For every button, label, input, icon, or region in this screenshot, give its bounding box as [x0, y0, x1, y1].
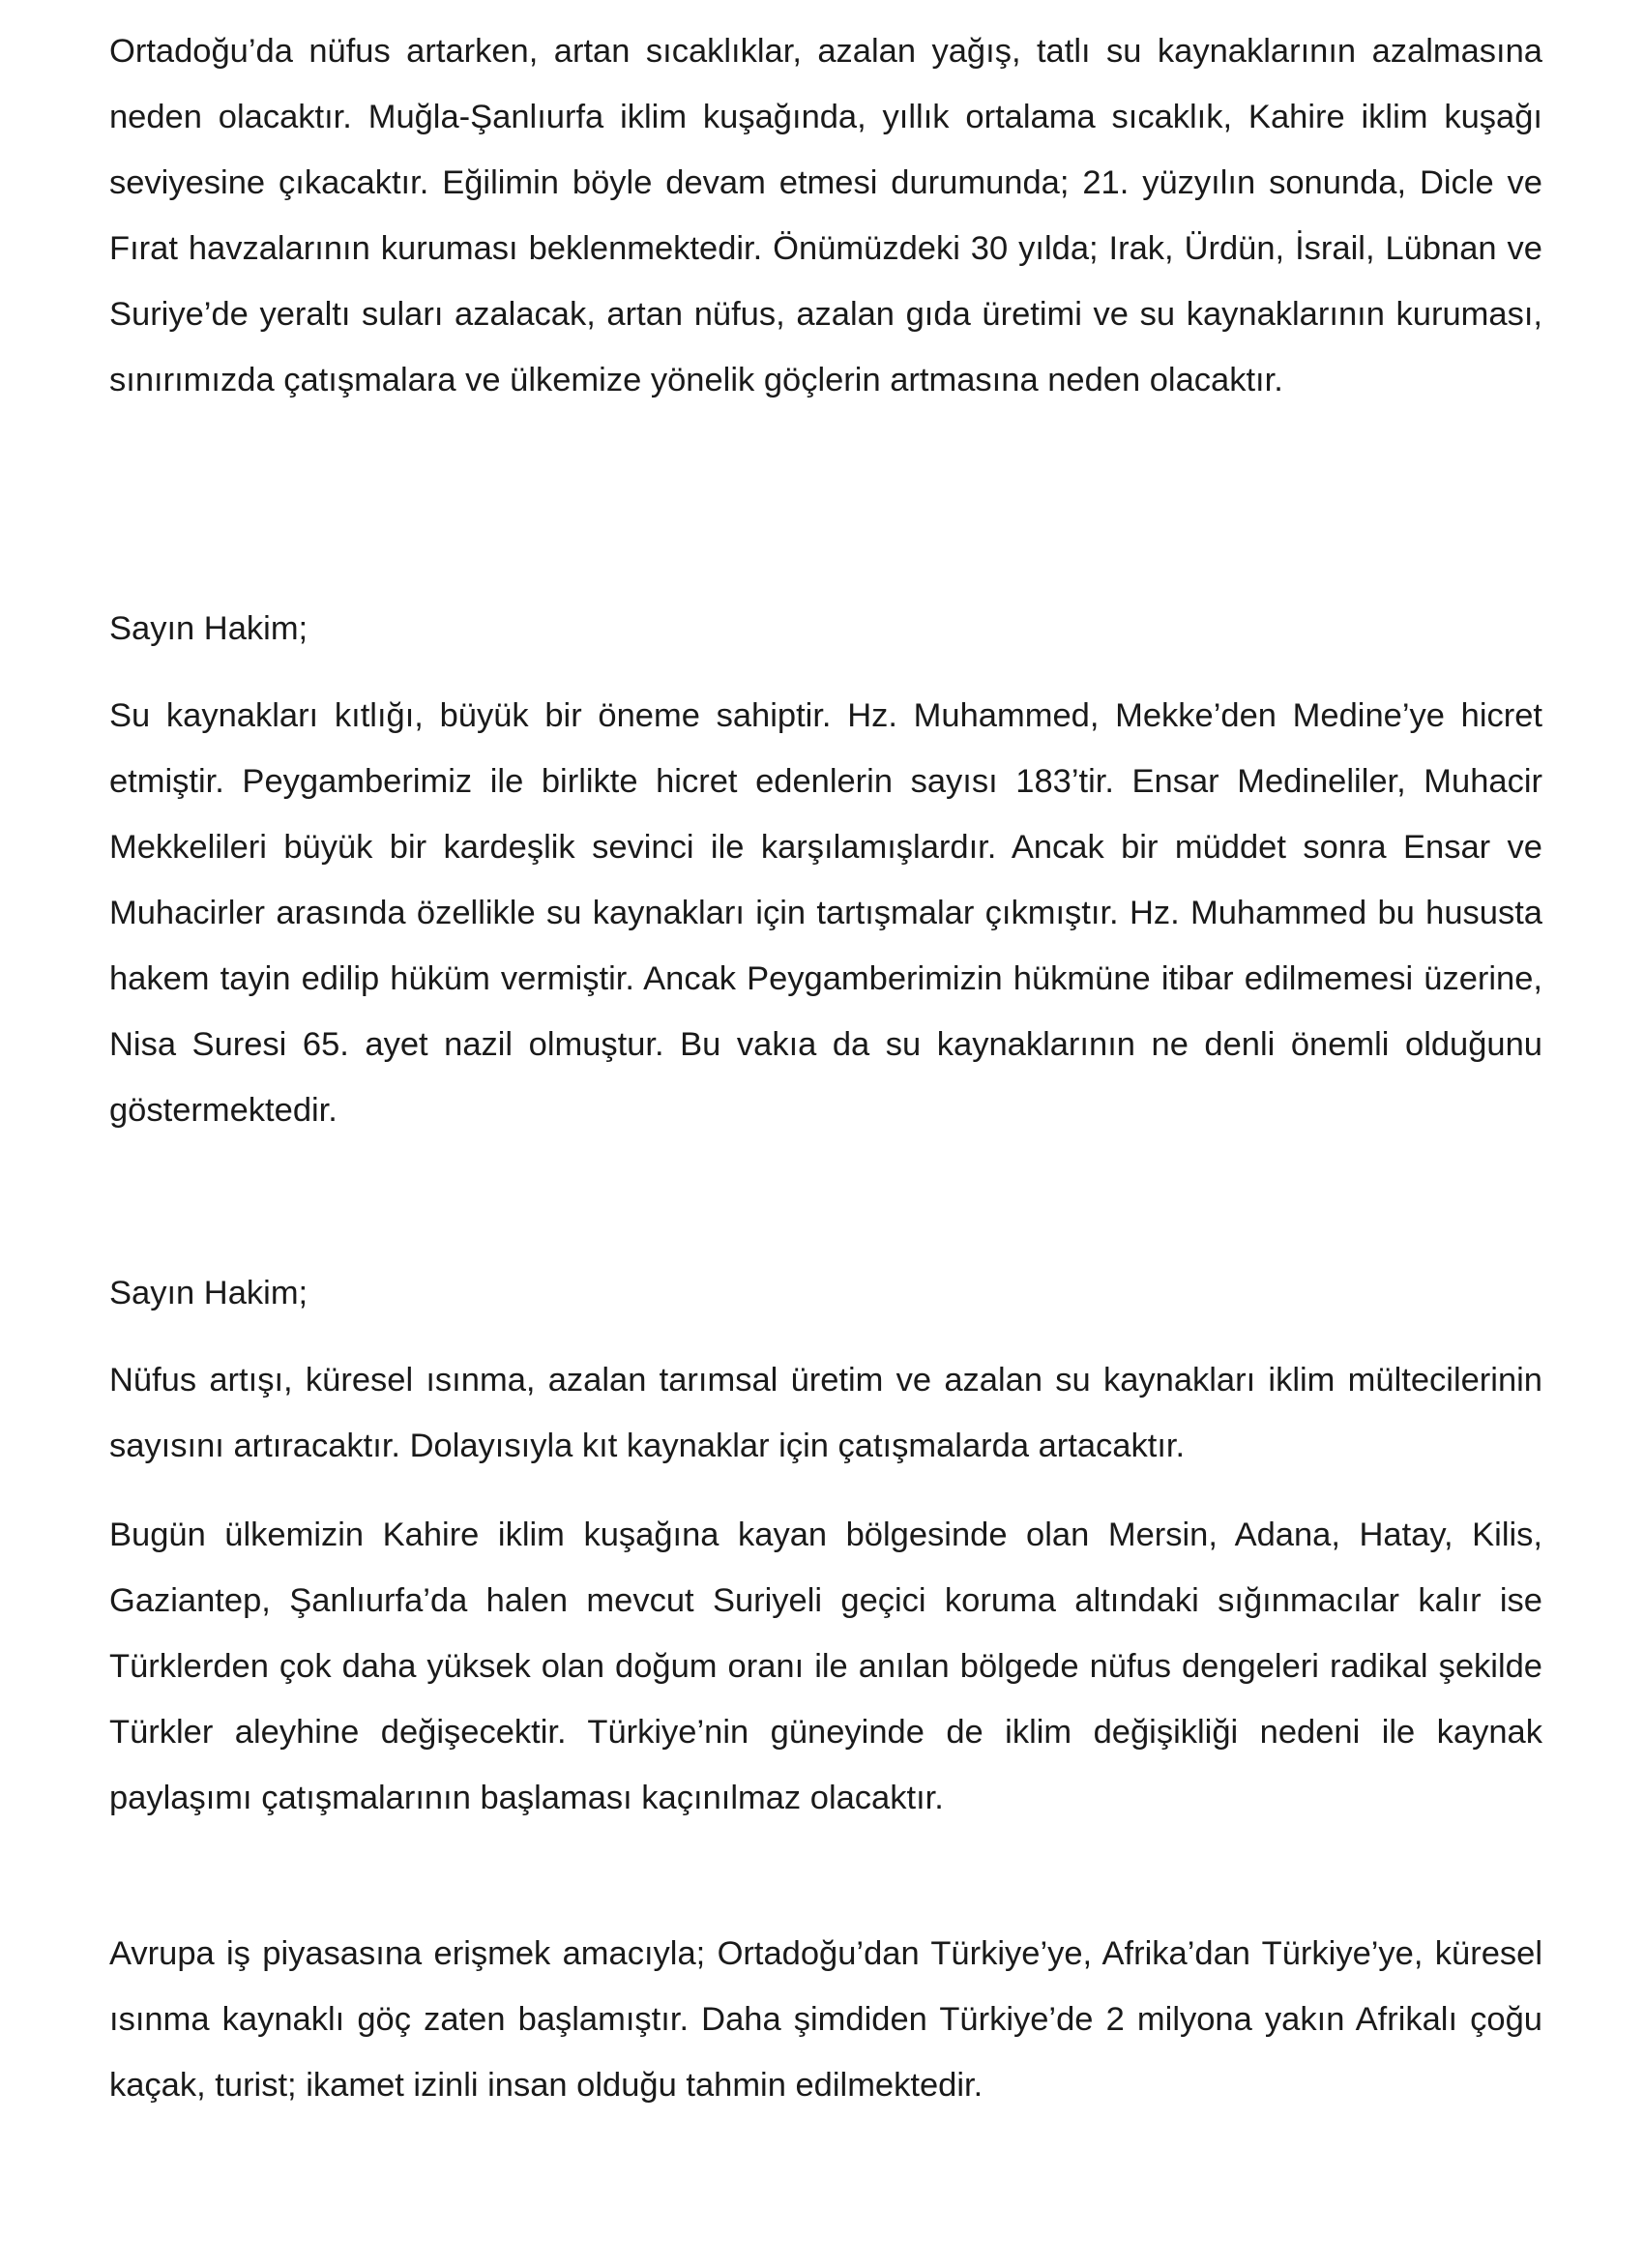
paragraph-climate-middle-east: Ortadoğu’da nüfus artarken, artan sıcaklıklar, azalan yağış, tatlı su kaynaklarının azalmasına neden olacaktır. Muğla-Şanlıurfa iklim kuşağında, yıllık ortalama sıcaklık, Kahire iklim kuşağı seviyesine çıkacaktır. Eğilimin böyle devam etmesi durumunda; 21. yüzyılın sonunda, Dicle ve Fırat havzalarının kuruması beklenmektedir. Önümüzdeki 30 yılda; Irak, Ürdün, İsrail, Lübnan ve Suriye’de yeraltı suları azalacak, artan nüfus, azalan gıda üretimi ve su kaynaklarının kuruması, sınırımızda çatışmalara ve ülkemize yönelik göçlerin artmasına neden olacaktır.: [109, 33, 1542, 398]
paragraph-climate-refugees: Nüfus artışı, küresel ısınma, azalan tarımsal üretim ve azalan su kaynakları iklim mültecilerinin sayısını artıracaktır. Dolayısıyla kıt kaynaklar için çatışmalarda artacaktır.: [109, 1362, 1542, 1464]
salutation-first: Sayın Hakim;: [109, 610, 308, 647]
paragraph-water-scarcity-history: Su kaynakları kıtlığı, büyük bir öneme sahiptir. Hz. Muhammed, Mekke’den Medine’ye hicret etmiştir. Peygamberimiz ile birlikte hicret edenlerin sayısı 183’tir. Ensar Medineliler, Muhacir Mekkelileri büyük bir kardeşlik sevinci ile karşılamışlardır. Ancak bir müddet sonra Ensar ve Muhacirler arasında özellikle su kaynakları için tartışmalar çıkmıştır. Hz. Muhammed bu hususta hakem tayin edilip hüküm vermiştir. Ancak Peygamberimizin hükmüne itibar edilmemesi üzerine, Nisa Suresi 65. ayet nazil olmuştur. Bu vakıa da su kaynaklarının ne denli önemli olduğunu göstermektedir.: [109, 697, 1542, 1129]
paragraph-migration-europe: Avrupa iş piyasasına erişmek amacıyla; Ortadoğu’dan Türkiye’ye, Afrika’dan Türkiye’ye, küresel ısınma kaynaklı göç zaten başlamıştır. Daha şimdiden Türkiye’de 2 milyona yakın Afrikalı çoğu kaçak, turist; ikamet izinli insan olduğu tahmin edilmektedir.: [109, 1935, 1542, 2104]
paragraph-southern-provinces: Bugün ülkemizin Kahire iklim kuşağına kayan bölgesinde olan Mersin, Adana, Hatay, Kilis, Gaziantep, Şanlıurfa’da halen mevcut Suriyeli geçici koruma altındaki sığınmacılar kalır ise Türklerden çok daha yüksek olan doğum oranı ile anılan bölgede nüfus dengeleri radikal şekilde Türkler aleyhine değişecektir. Türkiye’nin güneyinde de iklim değişikliği nedeni ile kaynak paylaşımı çatışmalarının başlaması kaçınılmaz olacaktır.: [109, 1517, 1542, 1816]
salutation-second: Sayın Hakim;: [109, 1275, 308, 1311]
